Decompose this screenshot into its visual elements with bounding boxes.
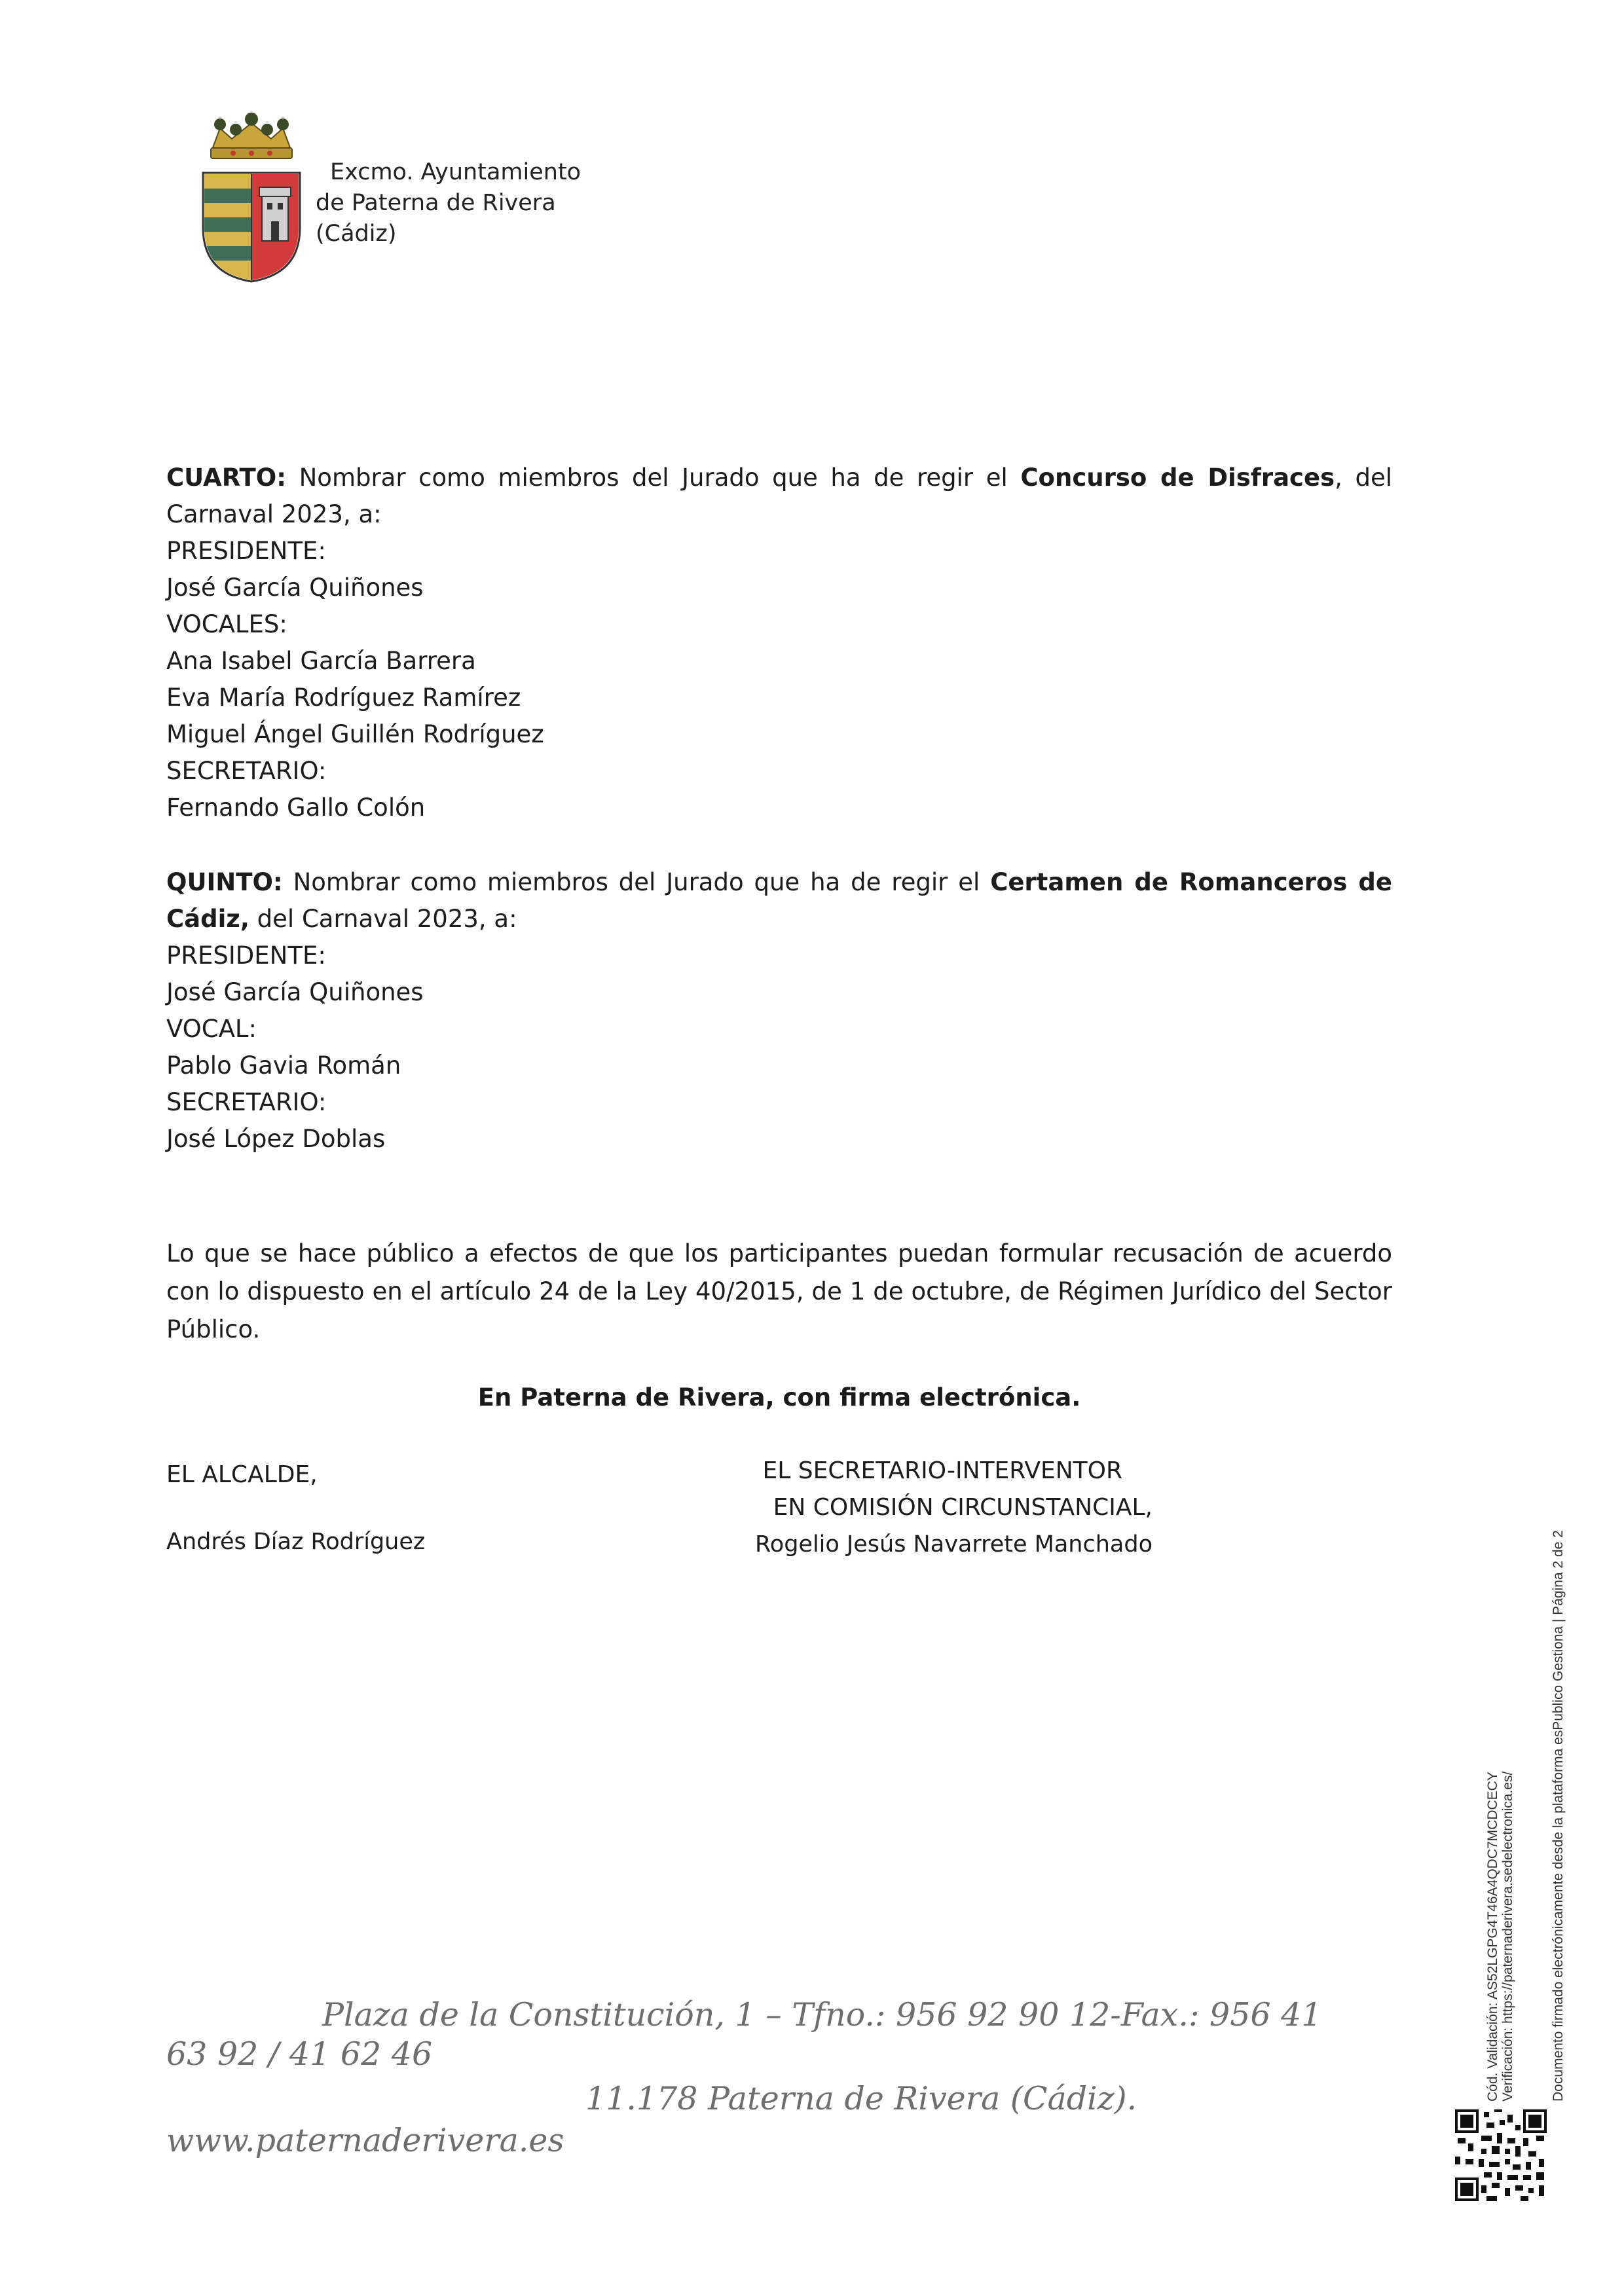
cuarto-secretary-name: Fernando Gallo Colón <box>166 793 426 822</box>
secretary-name: Rogelio Jesús Navarrete Manchado <box>755 1531 1153 1558</box>
secretary-signature-block <box>655 1453 1153 1563</box>
cuarto-contest: Concurso de Disfraces <box>1020 464 1335 492</box>
cuarto-president-title: PRESIDENTE: <box>166 537 326 565</box>
quinto-contest-part2: Cádiz, <box>166 905 249 933</box>
quinto-president-title: PRESIDENTE: <box>166 941 326 970</box>
quinto-first-line <box>166 864 1392 901</box>
institution-line-2: de Paterna de Rivera <box>316 190 556 216</box>
institution-line-3: (Cádiz) <box>316 221 397 247</box>
section-cuarto <box>166 460 1392 826</box>
closing-paragraph <box>166 1235 1392 1349</box>
mayor-name: Andrés Díaz Rodríguez <box>166 1529 426 1555</box>
cuarto-president-name: José García Quiñones <box>166 574 424 602</box>
quinto-intro: Nombrar como miembros del Jurado que ha de regir el <box>282 868 991 896</box>
institution-name <box>316 157 656 249</box>
cuarto-vocales-title: VOCALES: <box>166 610 287 638</box>
cuarto-vocal-1: Ana Isabel García Barrera <box>166 647 476 675</box>
signed-at-line: En Paterna de Rivera, con firma electrónica. <box>477 1383 1081 1412</box>
closing-line-3: Público. <box>166 1315 261 1343</box>
cuarto-vocal-3: Miguel Ángel Guillén Rodríguez <box>166 720 544 748</box>
qr-code-icon <box>1455 2109 1547 2201</box>
validation-code: Cód. Validación: AS52LGPG4T46A4QDC7MCDCECY <box>1485 1772 1500 2102</box>
footer-address <box>166 1995 1404 2160</box>
cuarto-intro-end: , del <box>1335 464 1393 492</box>
institution-line-1: Excmo. Ayuntamiento <box>330 159 581 185</box>
verification-url[interactable]: Verificación: https://paternaderivera.sedelectronica.es/ <box>1500 1771 1515 2102</box>
quinto-secretary-name: José López Doblas <box>166 1125 386 1153</box>
validation-stamp <box>1485 1772 1515 2102</box>
quinto-vocal-name: Pablo Gavia Román <box>166 1051 401 1080</box>
cuarto-vocal-2: Eva María Rodríguez Ramírez <box>166 683 521 712</box>
secretary-title-line-1: EL SECRETARIO-INTERVENTOR <box>762 1457 1122 1484</box>
signature-platform-note: Documento firmado electrónicamente desde la plataforma esPublico Gestiona | Página 2 de 2 <box>1551 1530 1566 2102</box>
quinto-line-2-rest: del Carnaval 2023, a: <box>249 905 517 933</box>
coat-of-arms-icon <box>194 110 309 283</box>
quinto-vocal-title: VOCAL: <box>166 1015 257 1043</box>
cuarto-intro: Nombrar como miembros del Jurado que ha de regir el <box>286 464 1021 492</box>
secretary-title-line-2: EN COMISIÓN CIRCUNSTANCIAL, <box>773 1494 1153 1521</box>
quinto-line-2 <box>166 901 1392 938</box>
section-quinto <box>166 864 1392 1157</box>
cuarto-secretary-title: SECRETARIO: <box>166 757 327 785</box>
cuarto-line-2: Carnaval 2023, a: <box>166 500 382 528</box>
footer-line-3: 11.178 Paterna de Rivera (Cádiz). <box>585 2080 1137 2117</box>
cuarto-first-line <box>166 460 1392 496</box>
closing-line-1: Lo que se hace público a efectos de que los participantes puedan formular recusación de acuerdo <box>166 1239 1392 1267</box>
footer-line-1: Plaza de la Constitución, 1 – Tfno.: 956 92 90 12-Fax.: 956 41 <box>322 1996 1322 2033</box>
quinto-secretary-title: SECRETARIO: <box>166 1088 327 1116</box>
quinto-label: QUINTO: <box>166 868 283 896</box>
quinto-president-name: José García Quiñones <box>166 978 424 1006</box>
quinto-contest-part1: Certamen de Romanceros de <box>990 868 1392 896</box>
footer-line-2: 63 92 / 41 62 46 <box>166 2035 433 2073</box>
cuarto-label: CUARTO: <box>166 464 287 492</box>
validation-stamp-page <box>1551 1530 1566 2102</box>
footer-website-link[interactable]: www.paternaderivera.es <box>166 2122 564 2159</box>
closing-line-2: con lo dispuesto en el artículo 24 de la Ley 40/2015, de 1 de octubre, de Régimen Jurídico del Sector <box>166 1277 1392 1305</box>
mayor-title: EL ALCALDE, <box>166 1461 318 1488</box>
